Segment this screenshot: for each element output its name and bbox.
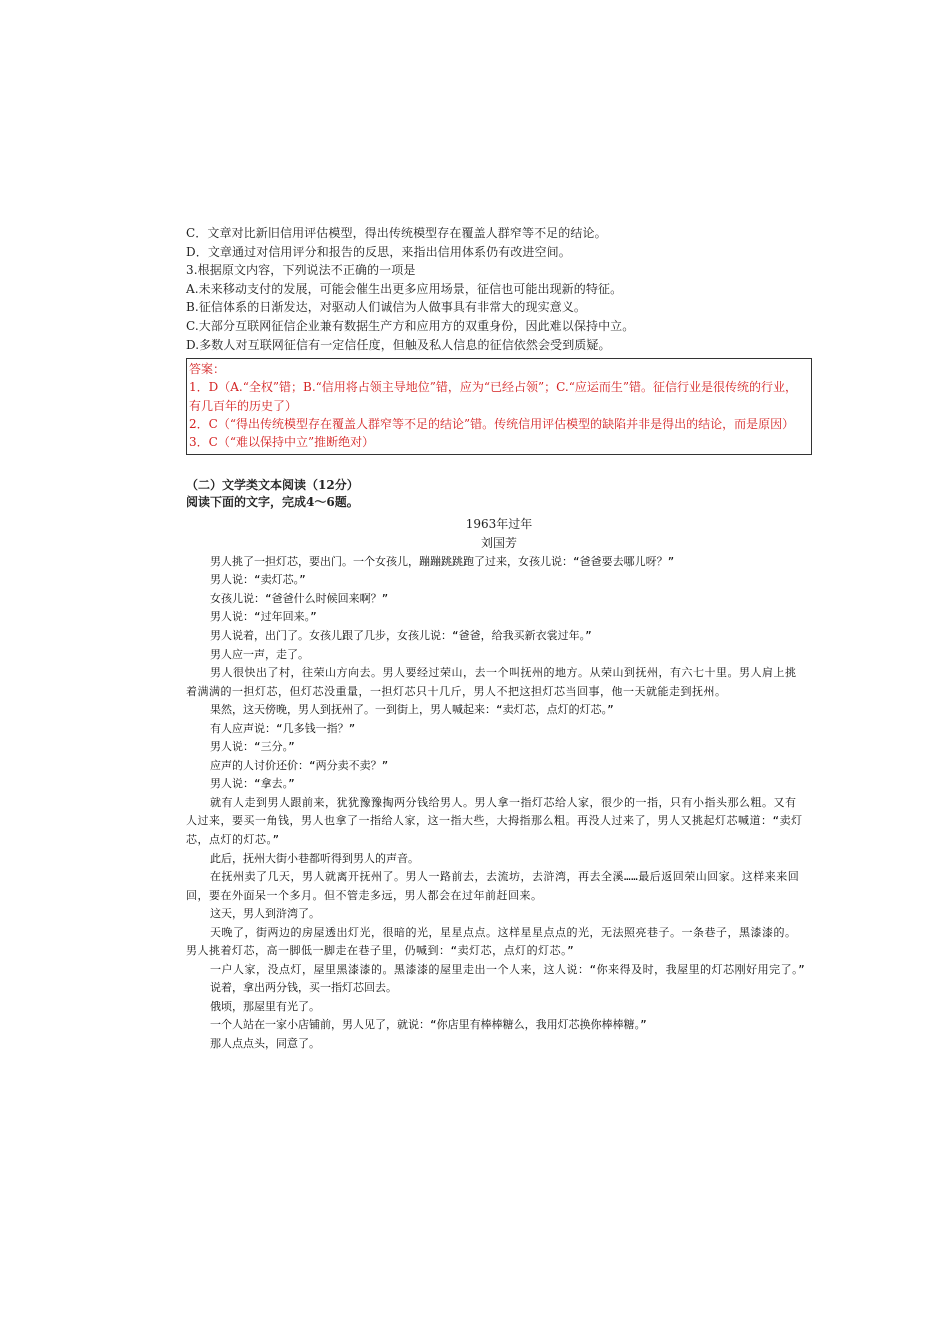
answer-item: 1．D（A.“全权”错；B.“信用将占领主导地位”错，应为“已经占领”；C.“应运而生”错。征信行业是很传统的行业，有几百年的历史了） [189,380,798,413]
story-paragraph: 说着，拿出两分钱，买一指灯芯回去。 [210,981,397,995]
story-paragraph: 男人说：“卖灯芯。” [210,573,306,587]
story-paragraph: 俄顷，那屋里有光了。 [210,999,320,1013]
answer-item: 3．C（“难以保持中立”推断绝对） [189,435,375,450]
section-heading: （二）文学类文本阅读（12分） [186,477,359,492]
story-paragraph: 应声的人讨价还价：“两分卖不卖？” [210,758,389,772]
answer-item: 2．C（“得出传统模型存在覆盖人群窄等不足的结论”错。传统信用评估模型的缺陷并非是得出的结论，而是原因） [189,416,795,431]
story-paragraph: 男人挑了一担灯芯，要出门。一个女孩儿，蹦蹦跳跳跑了过来，女孩儿说：“爸爸要去哪儿呀？” [210,554,675,568]
story-paragraph: 那人点点头，同意了。 [210,1037,320,1050]
option-line: C.大部分互联网征信企业兼有数据生产方和应用方的双重身份，因此难以保持中立。 [186,318,635,333]
option-line: A.未来移动支付的发展，可能会催生出更多应用场景，征信也可能出现新的特征。 [186,281,623,296]
story-paragraph: 男人说：“三分。” [210,740,295,754]
story-paragraph: 一个人站在一家小店铺前，男人见了，就说：“你店里有棒棒糖么，我用灯芯换你棒棒糖。” [210,1018,647,1032]
answer-title: 答案： [189,362,226,377]
question-stem: 3.根据原文内容，下列说法不正确的一项是 [186,263,416,278]
story-paragraph: 男人说：“拿去。” [210,777,295,791]
section-instruction: 阅读下面的文字，完成4～6题。 [186,494,359,509]
story-paragraph: 此后，抚州大街小巷都听得到男人的声音。 [210,851,419,865]
story-paragraph: 男人很快出了村，往荣山方向去。男人要经过荣山，去一个叫抚州的地方。从荣山到抚州，有六七十里。男人肩上挑着满满的一担灯芯，但灯芯没重量，一担灯芯只十几斤，男人不把这担灯芯当回事，他一天就能走到抚州。 [186,666,797,698]
story-paragraph: 有人应声说：“几多钱一指？” [210,721,356,735]
option-line: D．文章通过对信用评分和报告的反思，来指出信用体系仍有改进空间。 [186,244,571,259]
story-paragraph: 女孩儿说：“爸爸什么时候回来啊？” [210,591,389,605]
story-paragraph: 男人说着，出门了。女孩儿跟了几步，女孩儿说：“爸爸，给我买新衣裳过年。” [210,628,592,642]
story-paragraph: 天晚了，街两边的房屋透出灯光，很暗的光，星星点点。这样星星点点的光，无法照亮巷子。一条巷子，黑漆漆的。男人挑着灯芯，高一脚低一脚走在巷子里，仍喊到：“卖灯芯，点灯的灯芯。” [186,925,797,958]
question-options [186,224,812,354]
option-line: D.多数人对互联网征信有一定信任度，但触及私人信息的征信依然会受到质疑。 [186,337,611,352]
story-paragraph: 男人说：“过年回来。” [210,610,317,624]
story-paragraph: 一户人家，没点灯，屋里黑漆漆的。黑漆漆的屋里走出一个人来，这人说：“你来得及时，我屋里的灯芯刚好用完了。” [210,962,806,976]
story-title: 1963年过年 [465,516,533,531]
answer-box [186,358,812,455]
option-line: B.征信体系的日渐发达，对驱动人们诚信为人做事具有非常大的现实意义。 [186,300,587,315]
story-paragraph: 果然，这天傍晚，男人到抚州了。一到街上，男人喊起来：“卖灯芯，点灯的灯芯。” [210,703,614,717]
story-paragraph: 在抚州卖了几天，男人就离开抚州了。男人一路前去，去流坊，去浒湾，再去全溪……最后返回荣山回家。这样来来回回，要在外面呆一个多月。但不管走多远，男人都会在过年前赶回来。 [186,870,800,902]
story-paragraph: 就有人走到男人跟前来，犹犹豫豫掏两分钱给男人。男人拿一指灯芯给人家，很少的一指，只有小指头那么粗。又有人过来，要买一角钱，男人也拿了一指给人家，这一指大些，大拇指那么粗。再没人过来了，男人又挑起灯芯喊道：“卖灯芯，点灯的灯芯。” [186,795,803,846]
option-line: C．文章对比新旧信用评估模型，得出传统模型存在覆盖人群窄等不足的结论。 [186,226,607,240]
document-page [186,224,812,1054]
story-paragraph: 这天，男人到浒湾了。 [210,907,320,921]
story-author: 刘国芳 [480,535,517,550]
story-body [186,553,812,1054]
story-paragraph: 男人应一声，走了。 [210,647,309,661]
